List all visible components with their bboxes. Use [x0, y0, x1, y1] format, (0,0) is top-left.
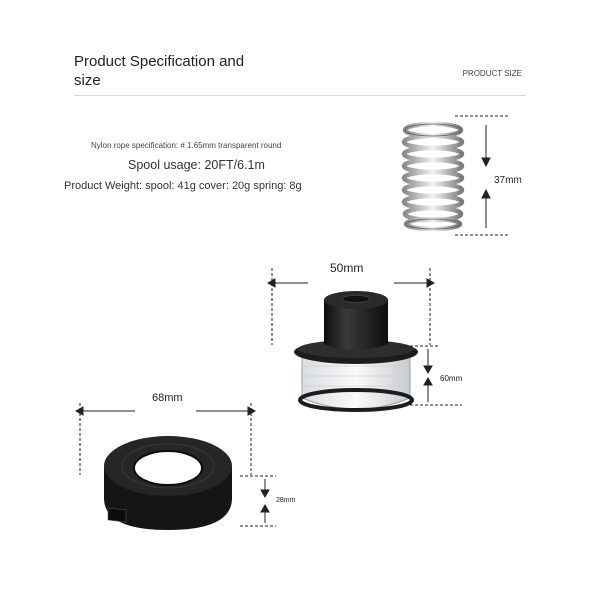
- cover-image: [104, 436, 232, 530]
- page-title: Product Specification and size: [74, 53, 245, 89]
- cover-width-label: 68mm: [152, 392, 183, 404]
- spring-height-label: 37mm: [494, 175, 522, 186]
- spool-width-label: 50mm: [330, 261, 364, 275]
- spring-image: [404, 124, 462, 229]
- rope-spec-text: Nylon rope specification: # 1.65mm transparent round: [91, 141, 282, 150]
- spool-image: [294, 291, 418, 410]
- product-size-label: PRODUCT SIZE: [462, 69, 522, 78]
- spool-height-label: 60mm: [440, 374, 463, 383]
- product-weight-text: Product Weight: spool: 41g cover: 20g spring: 8g: [64, 180, 302, 192]
- cover-height-label: 28mm: [276, 497, 296, 504]
- spool-usage-text: Spool usage: 20FT/6.1m: [128, 158, 265, 172]
